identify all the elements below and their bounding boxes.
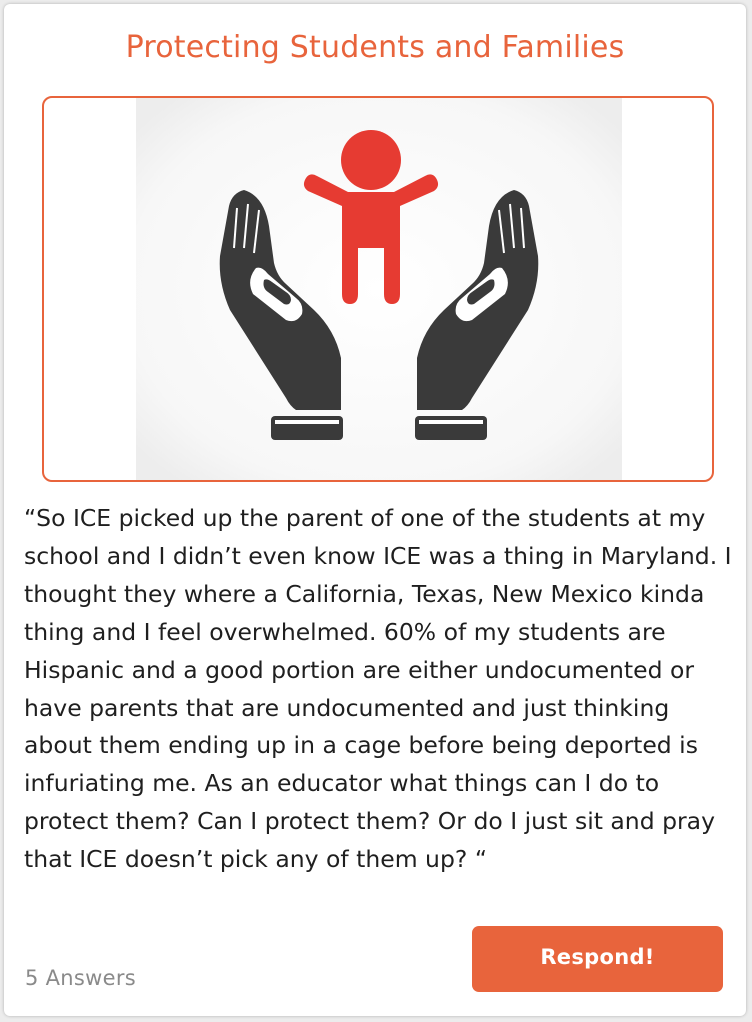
answers-count[interactable]: 5 Answers [25, 966, 137, 990]
respond-button[interactable]: Respond! [472, 926, 723, 992]
hands-protecting-child-icon [136, 98, 622, 480]
card-title: Protecting Students and Families [125, 30, 625, 65]
question-quote: “So ICE picked up the parent of one of the students at my school and I didn’t even know ICE was a thing in Maryland. I thought they where a California, Texas, New Mexico kinda thing and I feel overwhelmed. 60% of my students are Hispanic and a good portion are either undocumented or have parents that are undocumented and just thinking about them ending up in a cage before being deported is infuriating me. As an educator what things can I do to protect them? Can I protect them? Or do I just sit and pray that ICE doesn’t pick any of them up? “ [24, 504, 732, 874]
question-card [4, 4, 746, 1016]
image-frame [42, 96, 714, 482]
